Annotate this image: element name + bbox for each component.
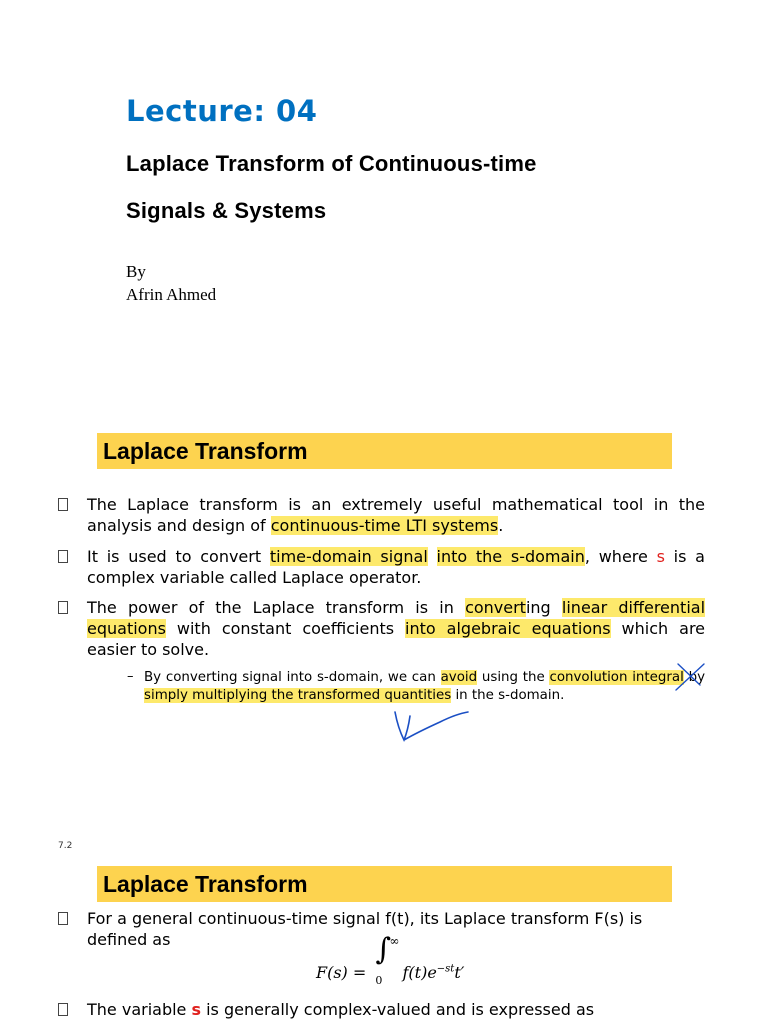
formula-tail: t′ [454,963,465,982]
upper-limit: ∞ [389,934,400,948]
subtitle-line-1: Laplace Transform of Continuous-time [126,151,537,176]
integral-sign: ∫ [375,932,392,967]
subtitle-line-2: Signals & Systems [126,198,327,223]
lower-limit: 0 [375,974,383,987]
formula-body: f(t)e [402,963,437,982]
bullet-icon [58,912,68,925]
by-label: By [126,262,146,281]
bullet-2: It is used to convert time-domain signal into the s-domain, where s is a complex variable called Laplace operator. [87,547,705,587]
laplace-formula [316,932,465,987]
sub-bullet: By converting signal into s-domain, we can avoid using the convolution integral by simply multiplying the transformed quantities in the s-domain. [144,670,705,703]
sub-bullet-dash: – [127,669,134,684]
page-number: 7.2 [58,841,73,851]
section-heading: Laplace Transform [97,433,672,469]
bullet-3: The power of the Laplace transform is in converting linear differential equations with constant coefficients into algebraic equations which are easier to solve. [87,598,706,659]
formula-lhs: F(s) = [316,963,367,982]
section-heading-2: Laplace Transform [97,866,672,902]
lecture-title: Lecture: 04 [126,94,318,128]
bullet-1: The Laplace transform is an extremely useful mathematical tool in the analysis and design of continuous-time LTI systems. [87,495,705,535]
bullet-definition: For a general continuous-time signal f(t), its Laplace transform F(s) is defined as [87,909,643,949]
formula-exponent: −st [436,963,455,975]
bullet-icon [58,1003,68,1016]
author-name: Afrin Ahmed [126,285,217,304]
bullet-variable: The variable s is generally complex-valued and is expressed as [87,1000,595,1019]
